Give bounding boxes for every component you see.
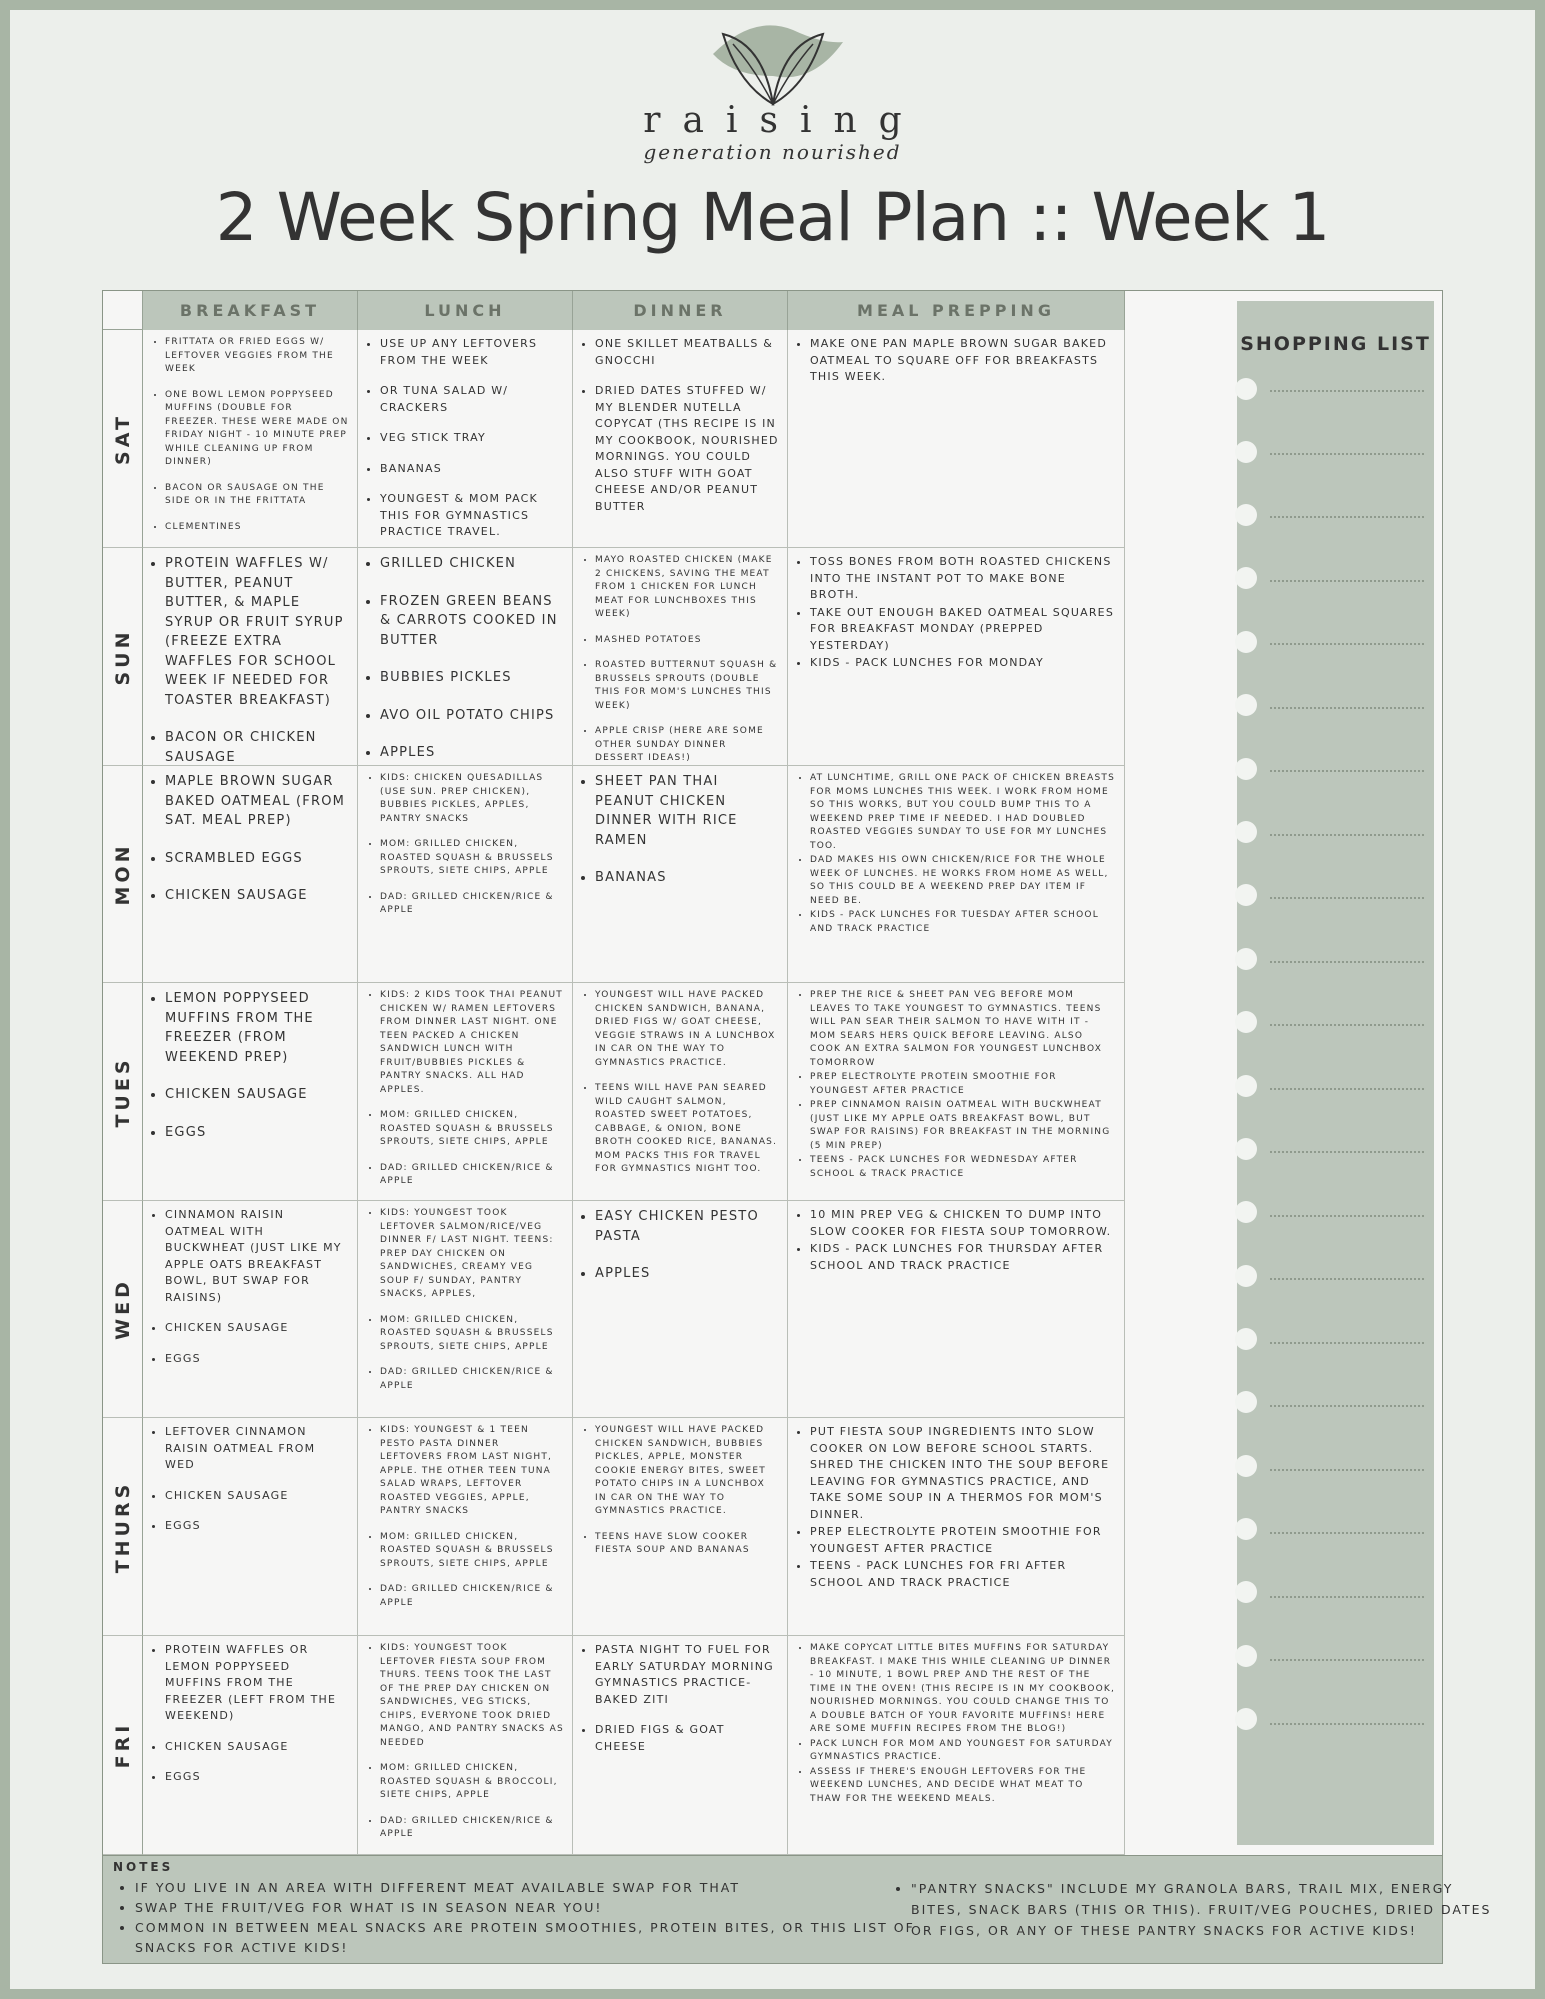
breakfast-item: • CLEMENTINES bbox=[165, 521, 349, 535]
binder-hole-icon bbox=[1235, 1011, 1257, 1033]
dinner-item: • MAYO ROASTED CHICKEN (MAKE 2 CHICKENS, SAVING THE MEAT FROM 1 CHICKEN FOR LUNCH MEAT FOR LUNCHBOXES THIS WEEK) bbox=[595, 554, 779, 622]
binder-hole-icon bbox=[1235, 1518, 1257, 1540]
prep-item: • PREP ELECTROLYTE PROTEIN SMOOTHIE FOR YOUNGEST AFTER PRACTICE bbox=[810, 1071, 1116, 1098]
shopping-line[interactable] bbox=[1270, 642, 1424, 645]
prep-cell bbox=[788, 1201, 1125, 1418]
day-label-tues bbox=[103, 983, 143, 1201]
shopping-line[interactable] bbox=[1270, 452, 1424, 455]
lunch-item: • FROZEN GREEN BEANS & CARROTS COOKED IN BUTTER bbox=[380, 592, 564, 651]
shopping-line[interactable] bbox=[1270, 1277, 1424, 1280]
dinner-item: • PASTA NIGHT TO FUEL FOR EARLY SATURDAY MORNING GYMNASTICS PRACTICE- BAKED ZITI bbox=[595, 1642, 779, 1708]
lunch-item: • MOM: GRILLED CHICKEN, ROASTED SQUASH & BRUSSELS SPROUTS, SIETE CHIPS, APPLE bbox=[380, 1531, 564, 1572]
breakfast-cell bbox=[143, 1636, 358, 1855]
breakfast-item: • LEFTOVER CINNAMON RAISIN OATMEAL FROM WED bbox=[165, 1424, 349, 1474]
day-label-mon bbox=[103, 766, 143, 983]
prep-item: • PREP ELECTROLYTE PROTEIN SMOOTHIE FOR YOUNGEST AFTER PRACTICE bbox=[810, 1524, 1116, 1557]
notes-left bbox=[117, 1878, 915, 1958]
brand-logo bbox=[0, 14, 1545, 164]
lunch-item: • APPLES bbox=[380, 743, 564, 763]
lunch-cell bbox=[358, 330, 573, 548]
binder-hole-icon bbox=[1235, 1328, 1257, 1350]
breakfast-item: • MAPLE BROWN SUGAR BAKED OATMEAL (FROM SAT. MEAL PREP) bbox=[165, 772, 349, 831]
dinner-item: • TEENS WILL HAVE PAN SEARED WILD CAUGHT SALMON, ROASTED SWEET POTATOES, CABBAGE, & ONION, BONE BROTH COOKED RICE, BANANAS. MOM PACKS THIS FOR TRAVEL FOR GYMNASTICS NIGHT TOO. bbox=[595, 1082, 779, 1177]
prep-item: • PACK LUNCH FOR MOM AND YOUNGEST FOR SATURDAY GYMNASTICS PRACTICE. bbox=[810, 1738, 1116, 1765]
lunch-item: • GRILLED CHICKEN bbox=[380, 554, 564, 574]
dinner-cell bbox=[573, 1418, 788, 1636]
prep-item: • TEENS - PACK LUNCHES FOR WEDNESDAY AFTER SCHOOL & TRACK PRACTICE bbox=[810, 1154, 1116, 1181]
notes-right bbox=[893, 1878, 1511, 1941]
breakfast-item: • EGGS bbox=[165, 1518, 349, 1535]
lunch-item: • YOUNGEST & MOM PACK THIS FOR GYMNASTICS PRACTICE TRAVEL. bbox=[380, 491, 564, 541]
lunch-item: • USE UP ANY LEFTOVERS FROM THE WEEK bbox=[380, 336, 564, 369]
binder-hole-icon bbox=[1235, 1138, 1257, 1160]
prep-item: • KIDS - PACK LUNCHES FOR MONDAY bbox=[810, 655, 1116, 672]
binder-hole-icon bbox=[1235, 1581, 1257, 1603]
lunch-item: • DAD: GRILLED CHICKEN/RICE & APPLE bbox=[380, 1366, 564, 1393]
breakfast-item: • EGGS bbox=[165, 1123, 349, 1143]
lunch-cell bbox=[358, 548, 573, 766]
prep-item: • AT LUNCHTIME, GRILL ONE PACK OF CHICKEN BREASTS FOR MOMS LUNCHES THIS WEEK. I WORK FROM HOME SO THIS WORKS, BUT YOU COULD BUMP THIS TO A WEEKEND PREP TIME IF NEEDED. I HAD DOUBLED ROASTED VEGGIES SUNDAY TO USE FOR MY LUNCHES TOO. bbox=[810, 772, 1116, 853]
shopping-line[interactable] bbox=[1270, 1150, 1424, 1153]
day-name: SUN bbox=[111, 627, 134, 686]
brand-name: raising bbox=[643, 100, 924, 141]
day-label-sun bbox=[103, 548, 143, 766]
shopping-line[interactable] bbox=[1270, 1341, 1424, 1344]
shopping-line[interactable] bbox=[1270, 960, 1424, 963]
shopping-line[interactable] bbox=[1270, 833, 1424, 836]
breakfast-cell bbox=[143, 330, 358, 548]
lunch-item: • BUBBIES PICKLES bbox=[380, 668, 564, 688]
lunch-item: • MOM: GRILLED CHICKEN, ROASTED SQUASH & BRUSSELS SPROUTS, SIETE CHIPS, APPLE bbox=[380, 1109, 564, 1150]
note-item[interactable]: • "PANTRY SNACKS" INCLUDE MY GRANOLA BARS, TRAIL MIX, ENERGY BITES, SNACK BARS (THIS OR THIS). FRUIT/VEG POUCHES, DRIED DATES OR FIGS, OR ANY OF THESE PANTRY SNACKS FOR ACTIVE KIDS! bbox=[911, 1878, 1511, 1941]
binder-hole-icon bbox=[1235, 821, 1257, 843]
note-item: • COMMON IN BETWEEN MEAL SNACKS ARE PROTEIN SMOOTHIES, PROTEIN BITES, OR THIS LIST OF SNACKS FOR ACTIVE KIDS! bbox=[135, 1918, 915, 1958]
dinner-item: • EASY CHICKEN PESTO PASTA bbox=[595, 1207, 779, 1246]
lunch-item: • DAD: GRILLED CHICKEN/RICE & APPLE bbox=[380, 1162, 564, 1189]
binder-hole-icon bbox=[1235, 758, 1257, 780]
note-item: • IF YOU LIVE IN AN AREA WITH DIFFERENT MEAT AVAILABLE SWAP FOR THAT bbox=[135, 1878, 915, 1898]
binder-hole-icon bbox=[1235, 1265, 1257, 1287]
day-name: WED bbox=[111, 1278, 134, 1340]
dinner-item: • SHEET PAN THAI PEANUT CHICKEN DINNER WITH RICE RAMEN bbox=[595, 772, 779, 850]
page-title: 2 Week Spring Meal Plan :: Week 1 bbox=[215, 179, 1330, 256]
prep-item: • MAKE ONE PAN MAPLE BROWN SUGAR BAKED OATMEAL TO SQUARE OFF FOR BREAKFASTS THIS WEEK. bbox=[810, 336, 1116, 386]
lunch-cell bbox=[358, 983, 573, 1201]
lunch-item: • DAD: GRILLED CHICKEN/RICE & APPLE bbox=[380, 1583, 564, 1610]
day-label-thurs bbox=[103, 1418, 143, 1636]
binder-hole-icon bbox=[1235, 1391, 1257, 1413]
lunch-item: • KIDS: 2 KIDS TOOK THAI PEANUT CHICKEN W/ RAMEN LEFTOVERS FROM DINNER LAST NIGHT. ONE TEEN PACKED A CHICKEN SANDWICH LUNCH WITH FRUIT/BUBBIES PICKLES & PANTRY SNACKS. ALL HAD APPLES. bbox=[380, 989, 564, 1097]
shopping-line[interactable] bbox=[1270, 769, 1424, 772]
breakfast-item: • ONE BOWL LEMON POPPYSEED MUFFINS (DOUBLE FOR FREEZER. THESE WERE MADE ON FRIDAY NIGHT - 10 MINUTE PREP WHILE CLEANING UP FROM DINNER) bbox=[165, 389, 349, 470]
dinner-cell bbox=[573, 1636, 788, 1855]
prep-item: • MAKE COPYCAT LITTLE BITES MUFFINS FOR SATURDAY BREAKFAST. I MAKE THIS WHILE CLEANING UP DINNER - 10 MINUTE, 1 BOWL PREP AND THE REST OF THE TIME IN THE OVEN! (THIS RECIPE IS IN MY COOKBOOK, NOURISHED MORNINGS. YOU COULD CHANGE THIS TO A DOUBLE BATCH OF YOUR FAVORITE MUFFINS! HERE ARE SOME MUFFIN RECIPES FROM THE BLOG!) bbox=[810, 1642, 1116, 1737]
breakfast-item: • CHICKEN SAUSAGE bbox=[165, 1085, 349, 1105]
prep-cell bbox=[788, 548, 1125, 766]
breakfast-item: • CHICKEN SAUSAGE bbox=[165, 1320, 349, 1337]
lunch-item: • DAD: GRILLED CHICKEN/RICE & APPLE bbox=[380, 891, 564, 918]
prep-cell bbox=[788, 1418, 1125, 1636]
prep-item: • DAD MAKES HIS OWN CHICKEN/RICE FOR THE WHOLE WEEK OF LUNCHES. HE WORKS FROM HOME AS WELL, SO THIS COULD BE A WEEKEND PREP DAY ITEM IF NEED BE. bbox=[810, 854, 1116, 908]
breakfast-cell bbox=[143, 1201, 358, 1418]
lunch-item: • MOM: GRILLED CHICKEN, ROASTED SQUASH & BRUSSELS SPROUTS, SIETE CHIPS, APPLE bbox=[380, 838, 564, 879]
lunch-cell bbox=[358, 766, 573, 983]
lunch-item: • MOM: GRILLED CHICKEN, ROASTED SQUASH & BROCCOLI, SIETE CHIPS, APPLE bbox=[380, 1762, 564, 1803]
breakfast-item: • EGGS bbox=[165, 1351, 349, 1368]
dinner-item: • BANANAS bbox=[595, 868, 779, 888]
leaf-logo-icon bbox=[693, 14, 853, 110]
breakfast-item: • FRITTATA OR FRIED EGGS W/ LEFTOVER VEGGIES FROM THE WEEK bbox=[165, 336, 349, 377]
day-name: TUES bbox=[111, 1055, 134, 1128]
shopping-line[interactable] bbox=[1270, 706, 1424, 709]
dinner-item: • ROASTED BUTTERNUT SQUASH & BRUSSELS SPROUTS (DOUBLE THIS FOR MOM'S LUNCHES THIS WEEK) bbox=[595, 659, 779, 713]
shopping-line[interactable] bbox=[1270, 896, 1424, 899]
binder-hole-icon bbox=[1235, 948, 1257, 970]
prep-cell bbox=[788, 983, 1125, 1201]
breakfast-item: • CHICKEN SAUSAGE bbox=[165, 1739, 349, 1756]
binder-hole-icon bbox=[1235, 1075, 1257, 1097]
dinner-item: • APPLES bbox=[595, 1264, 779, 1284]
day-label-fri bbox=[103, 1636, 143, 1855]
day-name: SAT bbox=[111, 412, 134, 465]
breakfast-item: • PROTEIN WAFFLES OR LEMON POPPYSEED MUFFINS FROM THE FREEZER (LEFT FROM THE WEEKEND) bbox=[165, 1642, 349, 1725]
dinner-item: • TEENS HAVE SLOW COOKER FIESTA SOUP AND BANANAS bbox=[595, 1531, 779, 1558]
lunch-item: • KIDS: CHICKEN QUESADILLAS (USE SUN. PREP CHICKEN), BUBBIES PICKLES, APPLES, PANTRY SNACKS bbox=[380, 772, 564, 826]
prep-item: • KIDS - PACK LUNCHES FOR THURSDAY AFTER SCHOOL AND TRACK PRACTICE bbox=[810, 1241, 1116, 1274]
lunch-cell bbox=[358, 1201, 573, 1418]
lunch-cell bbox=[358, 1636, 573, 1855]
binder-hole-icon bbox=[1235, 441, 1257, 463]
lunch-item: • KIDS: YOUNGEST & 1 TEEN PESTO PASTA DINNER LEFTOVERS FROM LAST NIGHT, APPLE. THE OTHER TEEN TUNA SALAD WRAPS, LEFTOVER ROASTED VEGGIES, APPLE, PANTRY SNACKS bbox=[380, 1424, 564, 1519]
binder-hole-icon bbox=[1235, 1455, 1257, 1477]
dinner-item: • MASHED POTATOES bbox=[595, 634, 779, 648]
lunch-cell bbox=[358, 1418, 573, 1636]
lunch-item: • BANANAS bbox=[380, 461, 564, 478]
breakfast-cell bbox=[143, 983, 358, 1201]
binder-hole-icon bbox=[1235, 884, 1257, 906]
shopping-line[interactable] bbox=[1270, 1531, 1424, 1534]
dinner-item: • YOUNGEST WILL HAVE PACKED CHICKEN SANDWICH, BUBBIES PICKLES, APPLE, MONSTER COOKIE ENERGY BITES, SWEET POTATO CHIPS IN A LUNCHBOX IN CAR ON THE WAY TO GYMNASTICS PRACTICE. bbox=[595, 1424, 779, 1519]
binder-hole-icon bbox=[1235, 1201, 1257, 1223]
corner-cell bbox=[103, 291, 143, 330]
shopping-line[interactable] bbox=[1270, 1023, 1424, 1026]
day-name: FRI bbox=[111, 1721, 134, 1769]
prep-item: • 10 MIN PREP VEG & CHICKEN TO DUMP INTO SLOW COOKER FOR FIESTA SOUP TOMORROW. bbox=[810, 1207, 1116, 1240]
lunch-item: • KIDS: YOUNGEST TOOK LEFTOVER SALMON/RICE/VEG DINNER F/ LAST NIGHT. TEENS: PREP DAY CHICKEN ON SANDWICHES, CREAMY VEG SOUP F/ SUNDAY, PANTRY SNACKS, APPLES, bbox=[380, 1207, 564, 1302]
prep-item: • PUT FIESTA SOUP INGREDIENTS INTO SLOW COOKER ON LOW BEFORE SCHOOL STARTS. SHRED THE CHICKEN INTO THE SOUP BEFORE LEAVING FOR GYMNASTICS PRACTICE, AND TAKE SOME SOUP IN A THERMOS FOR MOM'S DINNER. bbox=[810, 1424, 1116, 1523]
column-header: LUNCH bbox=[358, 291, 573, 330]
dinner-item: • APPLE CRISP (HERE ARE SOME OTHER SUNDAY DINNER DESSERT IDEAS!) bbox=[595, 725, 779, 766]
binder-hole-icon bbox=[1235, 504, 1257, 526]
prep-item: • PREP CINNAMON RAISIN OATMEAL WITH BUCKWHEAT (JUST LIKE MY APPLE OATS BREAKFAST BOWL, BUT SWAP FOR RAISINS) FOR BREAKFAST IN THE MORNING (5 MIN PREP) bbox=[810, 1099, 1116, 1153]
dinner-cell bbox=[573, 766, 788, 983]
binder-hole-icon bbox=[1235, 1645, 1257, 1667]
lunch-item: • DAD: GRILLED CHICKEN/RICE & APPLE bbox=[380, 1815, 564, 1842]
breakfast-item: • SCRAMBLED EGGS bbox=[165, 849, 349, 869]
shopping-line[interactable] bbox=[1270, 1404, 1424, 1407]
prep-cell bbox=[788, 330, 1125, 548]
lunch-item: • OR TUNA SALAD W/ CRACKERS bbox=[380, 383, 564, 416]
lunch-item: • MOM: GRILLED CHICKEN, ROASTED SQUASH & BRUSSELS SPROUTS, SIETE CHIPS, APPLE bbox=[380, 1314, 564, 1355]
prep-item: • ASSESS IF THERE'S ENOUGH LEFTOVERS FOR THE WEEKEND LUNCHES, AND DECIDE WHAT MEAT TO THAW FOR THE WEEKEND MEALS. bbox=[810, 1766, 1116, 1807]
breakfast-cell bbox=[143, 1418, 358, 1636]
breakfast-cell bbox=[143, 766, 358, 983]
dinner-cell bbox=[573, 1201, 788, 1418]
lunch-item: • VEG STICK TRAY bbox=[380, 430, 564, 447]
shopping-line[interactable] bbox=[1270, 1468, 1424, 1471]
prep-item: • TEENS - PACK LUNCHES FOR FRI AFTER SCHOOL AND TRACK PRACTICE bbox=[810, 1558, 1116, 1591]
breakfast-item: • CHICKEN SAUSAGE bbox=[165, 1488, 349, 1505]
shopping-line[interactable] bbox=[1270, 579, 1424, 582]
shopping-line[interactable] bbox=[1270, 1087, 1424, 1090]
dinner-cell bbox=[573, 548, 788, 766]
shopping-line[interactable] bbox=[1270, 1658, 1424, 1661]
breakfast-item: • EGGS bbox=[165, 1769, 349, 1786]
breakfast-item: • BACON OR CHICKEN SAUSAGE bbox=[165, 728, 349, 766]
dinner-item: • DRIED DATES STUFFED W/ MY BLENDER NUTELLA COPYCAT (THS RECIPE IS IN MY COOKBOOK, NOURISHED MORNINGS. YOU COULD ALSO STUFF WITH GOAT CHEESE AND/OR PEANUT BUTTER bbox=[595, 383, 779, 515]
note-item: • SWAP THE FRUIT/VEG FOR WHAT IS IN SEASON NEAR YOU! bbox=[135, 1898, 915, 1918]
breakfast-item: • PROTEIN WAFFLES W/ BUTTER, PEANUT BUTTER, & MAPLE SYRUP OR FRUIT SYRUP (FREEZE EXTRA WAFFLES FOR SCHOOL WEEK IF NEEDED FOR TOASTER BREAKFAST) bbox=[165, 554, 349, 710]
notes-section bbox=[102, 1856, 1492, 1964]
shopping-line[interactable] bbox=[1270, 515, 1424, 518]
binder-hole-icon bbox=[1235, 567, 1257, 589]
notes-label: NOTES bbox=[113, 1860, 174, 1874]
dinner-item: • DRIED FIGS & GOAT CHEESE bbox=[595, 1722, 779, 1755]
day-name: THURS bbox=[111, 1480, 134, 1573]
shopping-list-title: SHOPPING LIST bbox=[1240, 333, 1431, 355]
breakfast-item: • LEMON POPPYSEED MUFFINS FROM THE FREEZER (FROM WEEKEND PREP) bbox=[165, 989, 349, 1067]
prep-item: • TOSS BONES FROM BOTH ROASTED CHICKENS INTO THE INSTANT POT TO MAKE BONE BROTH. bbox=[810, 554, 1116, 604]
binder-hole-icon bbox=[1235, 378, 1257, 400]
shopping-list bbox=[1237, 301, 1434, 1845]
column-header: DINNER bbox=[573, 291, 788, 330]
day-name: MON bbox=[111, 842, 134, 906]
prep-cell bbox=[788, 766, 1125, 983]
breakfast-item: • CHICKEN SAUSAGE bbox=[165, 886, 349, 906]
binder-hole-icon bbox=[1235, 631, 1257, 653]
binder-hole-icon bbox=[1235, 694, 1257, 716]
prep-item: • TAKE OUT ENOUGH BAKED OATMEAL SQUARES FOR BREAKFAST MONDAY (PREPPED YESTERDAY) bbox=[810, 605, 1116, 655]
brand-tagline: generation nourished bbox=[643, 140, 902, 164]
day-label-wed bbox=[103, 1201, 143, 1418]
breakfast-cell bbox=[143, 548, 358, 766]
breakfast-item: • BACON OR SAUSAGE ON THE SIDE OR IN THE FRITTATA bbox=[165, 482, 349, 509]
lunch-item: • AVO OIL POTATO CHIPS bbox=[380, 706, 564, 726]
column-header: BREAKFAST bbox=[143, 291, 358, 330]
dinner-cell bbox=[573, 330, 788, 548]
prep-item: • KIDS - PACK LUNCHES FOR TUESDAY AFTER SCHOOL AND TRACK PRACTICE bbox=[810, 909, 1116, 936]
shopping-line[interactable] bbox=[1270, 1595, 1424, 1598]
shopping-line[interactable] bbox=[1270, 1214, 1424, 1217]
meal-plan-table bbox=[102, 290, 1443, 1856]
shopping-line[interactable] bbox=[1270, 389, 1424, 392]
dinner-cell bbox=[573, 983, 788, 1201]
breakfast-item: • CINNAMON RAISIN OATMEAL WITH BUCKWHEAT (JUST LIKE MY APPLE OATS BREAKFAST BOWL, BUT SWAP FOR RAISINS) bbox=[165, 1207, 349, 1306]
prep-cell bbox=[788, 1636, 1125, 1855]
binder-hole-icon bbox=[1235, 1708, 1257, 1730]
lunch-item: • KIDS: YOUNGEST TOOK LEFTOVER FIESTA SOUP FROM THURS. TEENS TOOK THE LAST OF THE PREP DAY CHICKEN ON SANDWICHES, VEG STICKS, CHIPS, EVERYONE TOOK DRIED MANGO, AND PANTRY SNACKS AS NEEDED bbox=[380, 1642, 564, 1750]
column-header: MEAL PREPPING bbox=[788, 291, 1125, 330]
dinner-item: • ONE SKILLET MEATBALLS & GNOCCHI bbox=[595, 336, 779, 369]
prep-item: • PREP THE RICE & SHEET PAN VEG BEFORE MOM LEAVES TO TAKE YOUNGEST TO GYMNASTICS. TEENS WILL PAN SEAR THEIR SALMON TO HAVE WITH IT - MOM SEARS HERS QUICK BEFORE LEAVING. ALSO COOK AN EXTRA SALMON FOR YOUNGEST LUNCHBOX TOMORROW bbox=[810, 989, 1116, 1070]
dinner-item: • YOUNGEST WILL HAVE PACKED CHICKEN SANDWICH, BANANA, DRIED FIGS W/ GOAT CHEESE, VEGGIE STRAWS IN A LUNCHBOX IN CAR ON THE WAY TO GYMNASTICS PRACTICE. bbox=[595, 989, 779, 1070]
day-label-sat bbox=[103, 330, 143, 548]
shopping-line[interactable] bbox=[1270, 1722, 1424, 1725]
